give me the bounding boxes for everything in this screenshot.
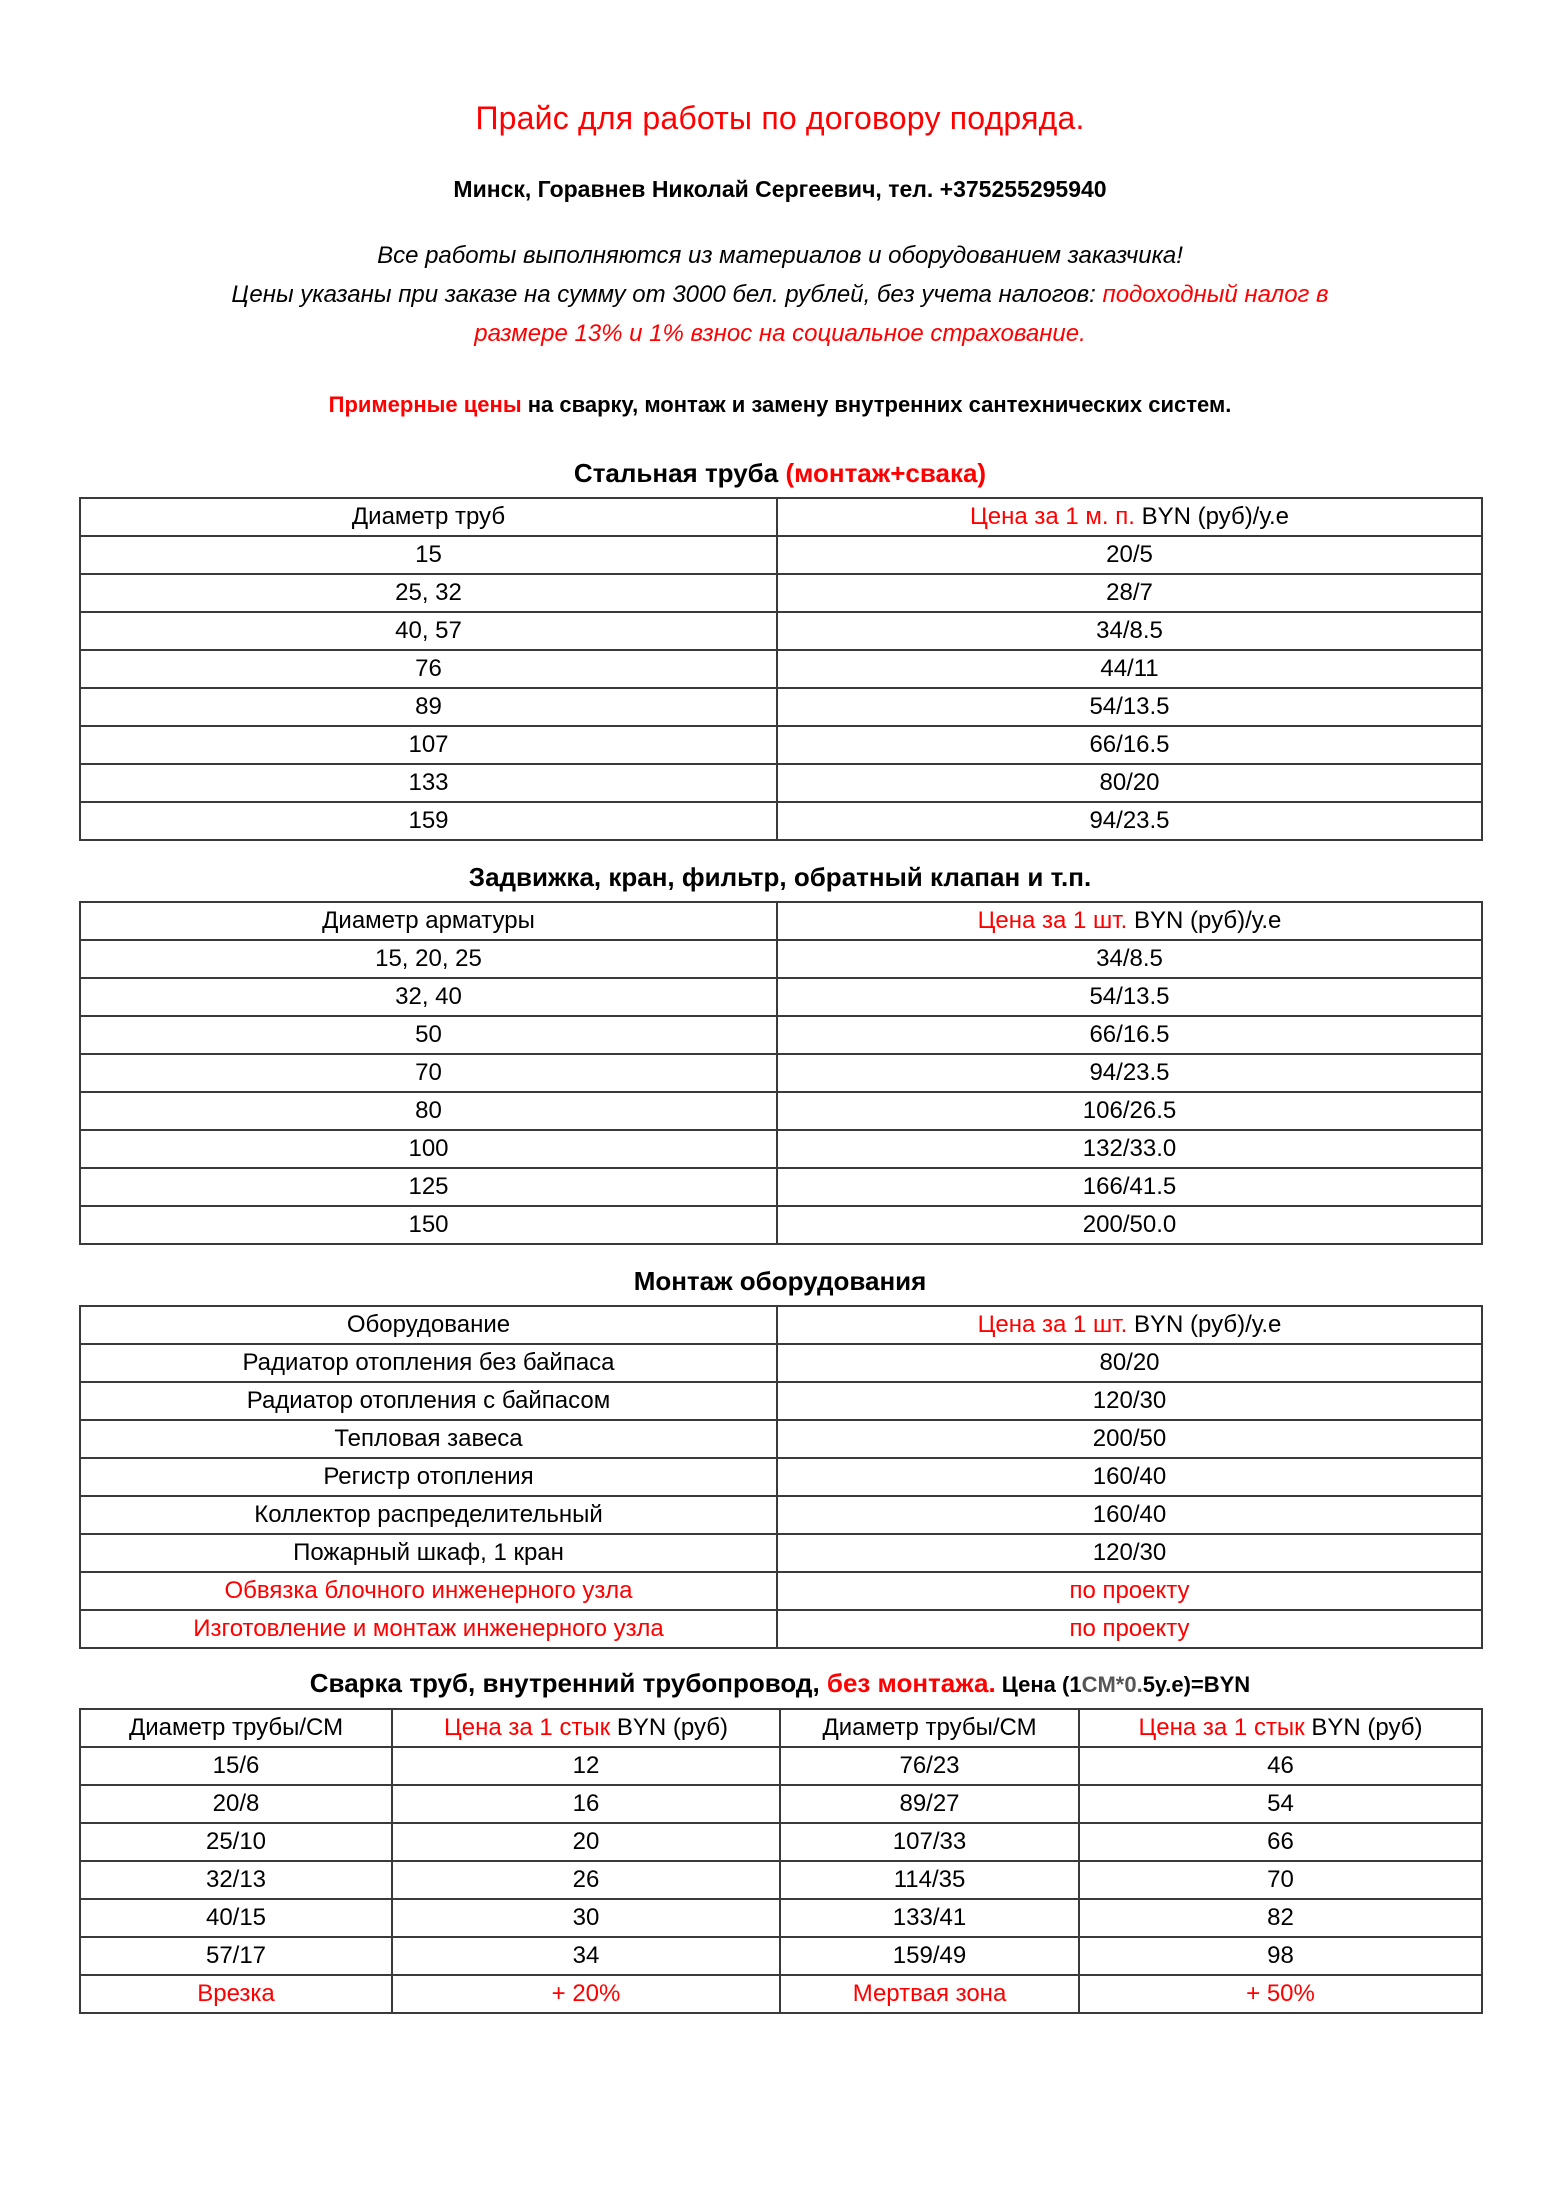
cell-price: 34 <box>392 1937 780 1975</box>
cell-item: 76 <box>80 650 777 688</box>
table-row <box>80 978 1482 1016</box>
cell-price: 94/23.5 <box>777 1054 1482 1092</box>
cell-diameter: 114/35 <box>780 1861 1079 1899</box>
note-prices <box>0 281 1560 309</box>
cell-price: 34/8.5 <box>777 940 1482 978</box>
cell-item: 107 <box>80 726 777 764</box>
equipment-table <box>79 1305 1483 1649</box>
welding-table <box>79 1708 1483 2014</box>
cell-diameter: 40/15 <box>80 1899 392 1937</box>
cell-diameter: 89/27 <box>780 1785 1079 1823</box>
cell-price: 44/11 <box>777 650 1482 688</box>
cell-diameter: 20/8 <box>80 1785 392 1823</box>
table-row <box>80 940 1482 978</box>
table-header-row <box>80 902 1482 940</box>
table-row <box>80 688 1482 726</box>
cell-item: Регистр отопления <box>80 1458 777 1496</box>
header-cell-price <box>777 498 1482 536</box>
table-row <box>80 1747 1482 1785</box>
table-row <box>80 536 1482 574</box>
header-cell-diameter: Диаметр труб <box>80 498 777 536</box>
cell-price: 120/30 <box>777 1382 1482 1420</box>
cell-item: 80 <box>80 1092 777 1130</box>
table-footer-row <box>80 1975 1482 2013</box>
section-title-highlight: (монтаж+свака) <box>785 458 987 488</box>
cell-diameter: 107/33 <box>780 1823 1079 1861</box>
cell-diameter: 25/10 <box>80 1823 392 1861</box>
section-title-valves: Задвижка, кран, фильтр, обратный клапан и т.п. <box>468 862 1092 892</box>
cell-price: 54 <box>1079 1785 1482 1823</box>
table-row <box>80 1534 1482 1572</box>
cell-item: 125 <box>80 1168 777 1206</box>
header-cell-diameter: Диаметр арматуры <box>80 902 777 940</box>
cell-price: 28/7 <box>777 574 1482 612</box>
cell-price: 54/13.5 <box>777 978 1482 1016</box>
document-title: Прайс для работы по договору подряда. <box>475 100 1085 136</box>
cell-diameter: 133/41 <box>780 1899 1079 1937</box>
cell-item: 25, 32 <box>80 574 777 612</box>
cell-item: Радиатор отопления с байпасом <box>80 1382 777 1420</box>
lead-text: на сварку, монтаж и замену внутренних сантехнических систем. <box>521 392 1232 417</box>
header-price-unit: BYN (руб) <box>610 1714 728 1741</box>
cell-item: 150 <box>80 1206 777 1244</box>
header-cell-equipment: Оборудование <box>80 1306 777 1344</box>
cell-diameter: 76/23 <box>780 1747 1079 1785</box>
formula-b: CM*0. <box>1081 1672 1143 1697</box>
table-row <box>80 1861 1482 1899</box>
note-materials: Все работы выполняются из материалов и оборудованием заказчика! <box>377 242 1183 269</box>
steel-pipe-table <box>79 497 1483 841</box>
header-price-red: Цена за 1 шт. <box>977 1311 1128 1338</box>
cell-item: 40, 57 <box>80 612 777 650</box>
cell-item: 15 <box>80 536 777 574</box>
table-row <box>80 1016 1482 1054</box>
section-title-text: Сварка труб, внутренний трубопровод, <box>309 1668 827 1698</box>
section-title-steel-pipe <box>0 458 1560 489</box>
cell-price: 34/8.5 <box>777 612 1482 650</box>
cell-item: Радиатор отопления без байпаса <box>80 1344 777 1382</box>
header-price-unit: BYN (руб) <box>1304 1714 1423 1741</box>
cell-price: 106/26.5 <box>777 1092 1482 1130</box>
header-price-red: Цена за 1 шт. <box>977 907 1128 934</box>
cell-price: 160/40 <box>777 1496 1482 1534</box>
table-row <box>80 1130 1482 1168</box>
cell-price: 54/13.5 <box>777 688 1482 726</box>
table-row <box>80 1785 1482 1823</box>
cell-price: 66/16.5 <box>777 1016 1482 1054</box>
cell-price: по проекту <box>777 1572 1482 1610</box>
table-row <box>80 1823 1482 1861</box>
cell-price: 70 <box>1079 1861 1482 1899</box>
contact-line: Минск, Горавнев Николай Сергеевич, тел. +375255295940 <box>453 176 1107 202</box>
cell-item: 133 <box>80 764 777 802</box>
header-price-unit: BYN (руб)/у.е <box>1134 503 1289 530</box>
table-row <box>80 612 1482 650</box>
cell-diameter: 159/49 <box>780 1937 1079 1975</box>
table-row <box>80 764 1482 802</box>
section-title-equipment: Монтаж оборудования <box>633 1266 927 1296</box>
header-cell-price <box>1079 1709 1482 1747</box>
table-row <box>80 1610 1482 1648</box>
cell-price: 120/30 <box>777 1534 1482 1572</box>
cell-tie-in-label: Врезка <box>80 1975 392 2013</box>
table-row <box>80 1382 1482 1420</box>
section-title-highlight: без монтажа. <box>826 1668 996 1698</box>
header-cell-price <box>777 1306 1482 1344</box>
table-row <box>80 1206 1482 1244</box>
cell-price: 166/41.5 <box>777 1168 1482 1206</box>
cell-price: 82 <box>1079 1899 1482 1937</box>
cell-price: по проекту <box>777 1610 1482 1648</box>
note-tax-text: подоходный налог в <box>1102 281 1329 308</box>
table-row <box>80 574 1482 612</box>
lead-line <box>0 392 1560 418</box>
cell-price: 30 <box>392 1899 780 1937</box>
header-price-red: Цена за 1 стык <box>444 1714 611 1741</box>
cell-diameter: 15/6 <box>80 1747 392 1785</box>
table-row <box>80 1344 1482 1382</box>
table-row <box>80 1937 1482 1975</box>
cell-diameter: 57/17 <box>80 1937 392 1975</box>
note-prices-text: Цены указаны при заказе на сумму от 3000 бел. рублей, без учета налогов: <box>231 281 1103 308</box>
table-header-row <box>80 1709 1482 1747</box>
cell-price: 94/23.5 <box>777 802 1482 840</box>
header-cell-price <box>777 902 1482 940</box>
cell-price: 12 <box>392 1747 780 1785</box>
table-row <box>80 1168 1482 1206</box>
cell-item: Тепловая завеса <box>80 1420 777 1458</box>
cell-price: 20/5 <box>777 536 1482 574</box>
cell-price: 200/50 <box>777 1420 1482 1458</box>
header-price-unit: BYN (руб)/у.е <box>1127 907 1282 934</box>
table-row <box>80 650 1482 688</box>
cell-price: 46 <box>1079 1747 1482 1785</box>
cell-dead-zone-surcharge: + 50% <box>1079 1975 1482 2013</box>
cell-item: 15, 20, 25 <box>80 940 777 978</box>
cell-item: Пожарный шкаф, 1 кран <box>80 1534 777 1572</box>
section-title-text: Стальная труба <box>573 458 786 488</box>
cell-price: 200/50.0 <box>777 1206 1482 1244</box>
cell-item: 100 <box>80 1130 777 1168</box>
table-header-row <box>80 1306 1482 1344</box>
cell-price: 26 <box>392 1861 780 1899</box>
note-tax-continued: размере 13% и 1% взнос на социальное страхование. <box>474 320 1086 347</box>
header-cell-diameter: Диаметр трубы/СМ <box>80 1709 392 1747</box>
table-header-row <box>80 498 1482 536</box>
header-price-red: Цена за 1 стык <box>1138 1714 1305 1741</box>
cell-price: 66 <box>1079 1823 1482 1861</box>
table-row <box>80 802 1482 840</box>
table-row <box>80 1496 1482 1534</box>
cell-diameter: 32/13 <box>80 1861 392 1899</box>
cell-price: 20 <box>392 1823 780 1861</box>
cell-price: 80/20 <box>777 1344 1482 1382</box>
cell-item: 32, 40 <box>80 978 777 1016</box>
cell-price: 160/40 <box>777 1458 1482 1496</box>
section-title-welding <box>0 1668 1560 1699</box>
formula-c: 5у.е)=BYN <box>1142 1672 1251 1697</box>
table-row <box>80 1420 1482 1458</box>
cell-item: Коллектор распределительный <box>80 1496 777 1534</box>
table-row <box>80 1458 1482 1496</box>
cell-item: 70 <box>80 1054 777 1092</box>
table-row <box>80 1054 1482 1092</box>
cell-item: Изготовление и монтаж инженерного узла <box>80 1610 777 1648</box>
table-row <box>80 1899 1482 1937</box>
cell-item: 50 <box>80 1016 777 1054</box>
header-price-unit: BYN (руб)/у.е <box>1127 1311 1282 1338</box>
cell-dead-zone-label: Мертвая зона <box>780 1975 1079 2013</box>
cell-price: 16 <box>392 1785 780 1823</box>
table-row <box>80 1572 1482 1610</box>
table-row <box>80 1092 1482 1130</box>
cell-price: 66/16.5 <box>777 726 1482 764</box>
cell-price: 98 <box>1079 1937 1482 1975</box>
header-cell-price <box>392 1709 780 1747</box>
cell-price: 132/33.0 <box>777 1130 1482 1168</box>
cell-price: 80/20 <box>777 764 1482 802</box>
table-row <box>80 726 1482 764</box>
cell-item: Обвязка блочного инженерного узла <box>80 1572 777 1610</box>
header-cell-diameter: Диаметр трубы/СМ <box>780 1709 1079 1747</box>
lead-highlight: Примерные цены <box>328 392 522 417</box>
valves-table <box>79 901 1483 1245</box>
cell-item: 159 <box>80 802 777 840</box>
cell-item: 89 <box>80 688 777 726</box>
header-price-red: Цена за 1 м. п. <box>970 503 1135 530</box>
cell-tie-in-surcharge: + 20% <box>392 1975 780 2013</box>
formula-a: Цена (1 <box>995 1672 1082 1697</box>
